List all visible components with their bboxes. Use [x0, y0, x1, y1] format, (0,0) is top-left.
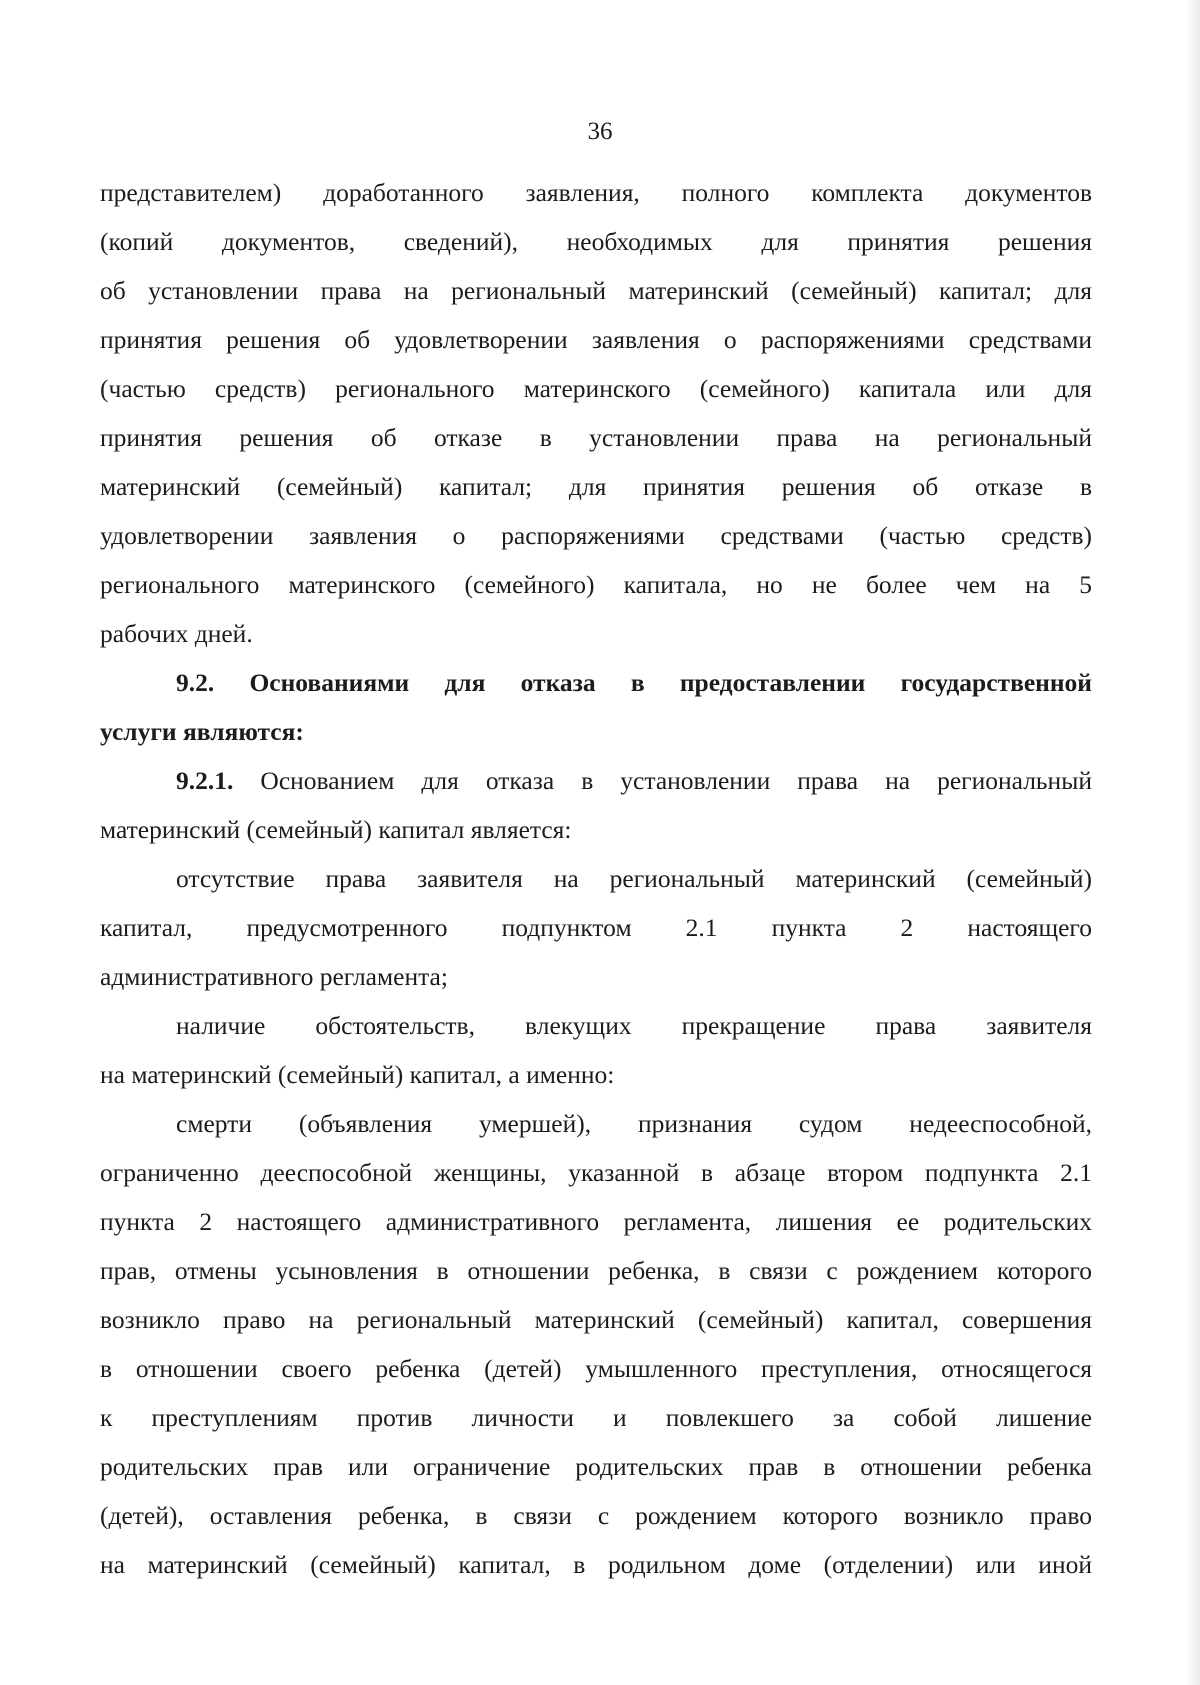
text-line: (копий документов, сведений), необходимых для принятия решения: [100, 227, 1092, 256]
text-line-row: [100, 1344, 1092, 1393]
text-line-row: [100, 1148, 1092, 1197]
text-line-row: [100, 1246, 1092, 1295]
item-circumstances-end: [100, 1050, 1092, 1099]
item-absence-of-right-end: [100, 952, 1092, 1001]
section-heading-text: услуги являются:: [100, 717, 304, 746]
text-line: родительских прав или ограничение родительских прав в отношении ребенка: [100, 1452, 1092, 1481]
text-line-row: [100, 1442, 1092, 1491]
item-death: [100, 1099, 1092, 1148]
text-line-row: [100, 560, 1092, 609]
subsection-9-2-1: [100, 756, 1092, 805]
paragraph-continuation: [100, 168, 1092, 609]
text-line: на материнский (семейный) капитал, а именно:: [100, 1060, 615, 1089]
text-line-row: [100, 1393, 1092, 1442]
text-line-row: [100, 217, 1092, 266]
text-line: к преступлениям против личности и повлекшего за собой лишение: [100, 1403, 1092, 1432]
text-line: возникло право на региональный материнский (семейный) капитал, совершения: [100, 1305, 1092, 1334]
section-heading-text: Основаниями для отказа в предоставлении государственной: [214, 668, 1092, 697]
page-number: 36: [587, 118, 613, 145]
subsection-number: 9.2.1.: [176, 766, 234, 795]
text-line: принятия решения об отказе в установлении права на региональный: [100, 423, 1092, 452]
text-line: регионального материнского (семейного) капитала, но не более чем на 5: [100, 570, 1092, 599]
item-death-cont: [100, 1148, 1092, 1589]
text-line: на материнский (семейный) капитал, в родильном доме (отделении) или иной: [100, 1550, 1092, 1579]
text-line-row: [100, 1540, 1092, 1589]
text-line: капитал, предусмотренного подпунктом 2.1 пункта 2 настоящего: [100, 913, 1092, 942]
item-circumstances: [100, 1001, 1092, 1050]
scan-edge-shadow: [1184, 0, 1200, 1685]
text-line-row: [100, 364, 1092, 413]
text-line-row: [100, 1197, 1092, 1246]
text-line: прав, отмены усыновления в отношении ребенка, в связи с рождением которого: [100, 1256, 1092, 1285]
text-line: об установлении права на региональный материнский (семейный) капитал; для: [100, 276, 1092, 305]
item-absence-of-right: [100, 854, 1092, 903]
text-line: материнский (семейный) капитал; для принятия решения об отказе в: [100, 472, 1092, 501]
text-line-row: [100, 511, 1092, 560]
text-line: отсутствие права заявителя на региональный материнский (семейный): [176, 864, 1092, 893]
text-line: ограниченно дееспособной женщины, указанной в абзаце втором подпункта 2.1: [100, 1158, 1092, 1187]
subsection-9-2-1-end: [100, 805, 1092, 854]
text-line: наличие обстоятельств, влекущих прекращение права заявителя: [176, 1011, 1092, 1040]
text-line: административного регламента;: [100, 962, 448, 991]
text-line: смерти (объявления умершей), признания судом недееспособной,: [176, 1109, 1092, 1138]
text-line: удовлетворении заявления о распоряжениями средствами (частью средств): [100, 521, 1092, 550]
text-line-row: [100, 462, 1092, 511]
text-line: рабочих дней.: [100, 619, 253, 648]
text-line: принятия решения об удовлетворении заявления о распоряжениями средствами: [100, 325, 1092, 354]
text-line-row: [100, 168, 1092, 217]
section-number: 9.2.: [176, 668, 215, 697]
text-line-row: [100, 1295, 1092, 1344]
text-line-row: [100, 266, 1092, 315]
text-line-row: [100, 413, 1092, 462]
document-body: [100, 168, 1092, 1589]
section-heading-9-2: [100, 658, 1092, 707]
subsection-text: материнский (семейный) капитал является:: [100, 815, 572, 844]
text-line: в отношении своего ребенка (детей) умышленного преступления, относящегося: [100, 1354, 1092, 1383]
paragraph-continuation-end: [100, 609, 1092, 658]
subsection-text: Основанием для отказа в установлении права на региональный: [233, 766, 1092, 795]
text-line: (детей), оставления ребенка, в связи с рождением которого возникло право: [100, 1501, 1092, 1530]
text-line-row: [100, 315, 1092, 364]
text-line-row: [100, 1491, 1092, 1540]
text-line: пункта 2 настоящего административного регламента, лишения ее родительских: [100, 1207, 1092, 1236]
section-heading-9-2-end: [100, 707, 1092, 756]
item-absence-of-right-cont: [100, 903, 1092, 952]
text-line: (частью средств) регионального материнского (семейного) капитала или для: [100, 374, 1092, 403]
text-line: представителем) доработанного заявления, полного комплекта документов: [100, 178, 1092, 207]
